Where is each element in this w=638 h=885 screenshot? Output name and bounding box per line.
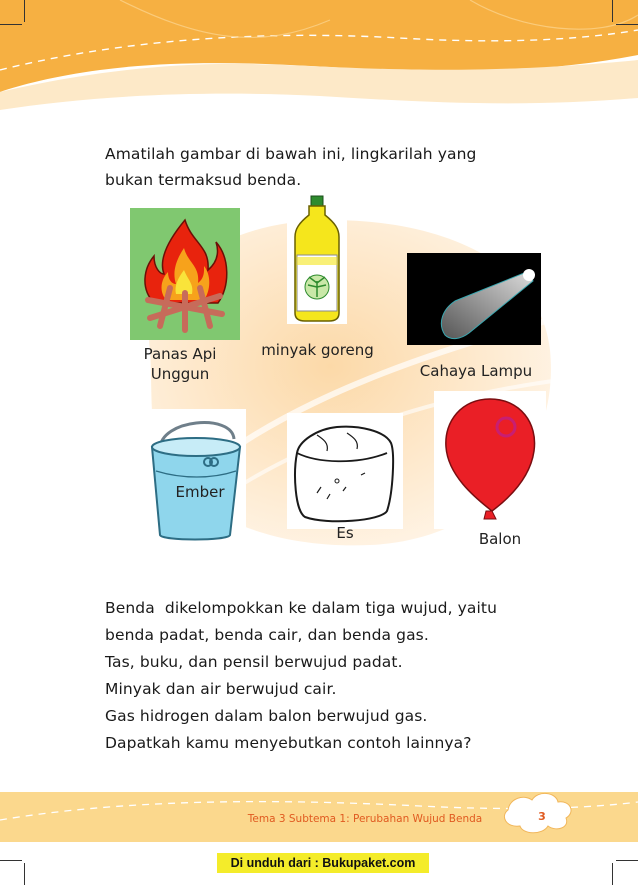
campfire-label: [125, 344, 235, 384]
crop-mark: [0, 24, 22, 25]
crop-mark: [24, 0, 25, 22]
light-beam-icon: [407, 253, 541, 345]
source-banner[interactable]: Di unduh dari : Bukupaket.com: [217, 853, 429, 873]
campfire-icon: [130, 208, 240, 340]
chapter-title: Tema 3 Subtema 1: Perubahan Wujud Benda: [247, 813, 483, 825]
oil-bottle-picture[interactable]: [287, 193, 347, 324]
body-line: Minyak dan air berwujud cair.: [105, 680, 337, 698]
instruction-line: bukan termaksud benda.: [105, 171, 302, 189]
instruction-text: [105, 141, 476, 193]
ice-cube-picture[interactable]: [287, 413, 403, 529]
oil-bottle-label: minyak goreng: [261, 341, 374, 359]
ice-cube-label: Es: [336, 524, 354, 542]
balloon-picture[interactable]: [434, 391, 546, 529]
body-line: Dapatkah kamu menyebutkan contoh lainnya?: [105, 734, 472, 752]
crop-mark: [616, 24, 638, 25]
ice-cube-icon: [287, 413, 403, 529]
oil-bottle-icon: [287, 193, 347, 324]
body-text: [105, 595, 497, 757]
crop-mark: [612, 0, 613, 22]
campfire-picture[interactable]: [130, 208, 240, 340]
crop-mark: [612, 863, 613, 885]
header-decoration: [0, 0, 638, 110]
campfire-label-line: Unggun: [150, 365, 210, 383]
bucket-label: Ember: [175, 483, 225, 501]
bucket-icon: [142, 409, 246, 543]
crop-mark: [616, 860, 638, 861]
body-line: Gas hidrogen dalam balon berwujud gas.: [105, 707, 428, 725]
light-beam-picture[interactable]: [407, 253, 541, 345]
balloon-label: Balon: [478, 530, 522, 548]
campfire-label-line: Panas Api: [143, 345, 217, 363]
bucket-picture[interactable]: [142, 409, 246, 543]
light-beam-label: Cahaya Lampu: [419, 362, 533, 380]
body-line: benda padat, benda cair, dan benda gas.: [105, 626, 429, 644]
crop-mark: [24, 863, 25, 885]
page-number: 3: [538, 810, 546, 823]
crop-mark: [0, 860, 22, 861]
instruction-line: Amatilah gambar di bawah ini, lingkarilah yang: [105, 145, 477, 163]
body-line: Benda dikelompokkan ke dalam tiga wujud, yaitu: [105, 599, 498, 617]
balloon-icon: [434, 391, 546, 529]
body-line: Tas, buku, dan pensil berwujud padat.: [105, 653, 403, 671]
